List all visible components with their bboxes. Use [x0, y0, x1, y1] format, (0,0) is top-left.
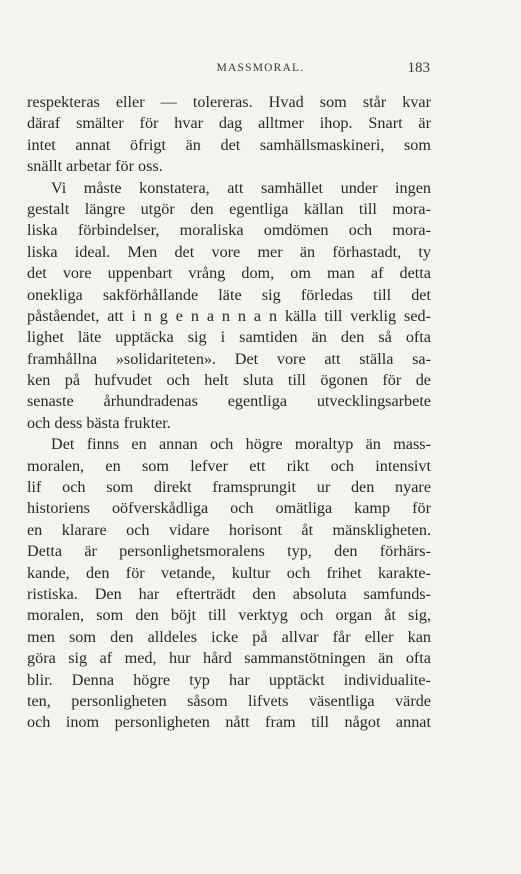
text-line: göra sig af med, hur hård sammanstötningen än ofta: [27, 649, 431, 668]
text-line: och inom personligheten nått fram till något annat: [27, 713, 431, 732]
text-line: liska förbindelser, moraliska omdömen och mora-: [27, 221, 431, 240]
text-line: senaste århundradenas egentliga utvecklingsarbete: [27, 392, 431, 411]
text-line: moralen, en som lefver ett rikt och intensivt: [27, 456, 431, 475]
text-line: moralen, som den böjt till verktyg och organ åt sig,: [27, 606, 431, 625]
text-line: lighet läte upptäcka sig i samtiden än den så ofta: [27, 328, 431, 347]
text-line: däraf smälter för hvar dag alltmer ihop. Snart är: [27, 114, 431, 133]
text-line: en klarare och vidare horisont åt mänskligheten.: [27, 520, 431, 539]
text-line: snällt arbetar för oss.: [27, 157, 163, 176]
text-line: lif och som direkt framsprungit ur den nyare: [27, 478, 431, 497]
text-line: ten, personligheten såsom lifvets väsentliga värde: [27, 691, 431, 710]
text-line: historiens oöfverskådliga och omätliga kamp för: [27, 499, 431, 518]
text-line: intet annat öfrigt än det samhällsmaskineri, som: [27, 135, 431, 154]
running-title: MASSMORAL.: [216, 62, 305, 74]
text-line: och dess bästa frukter.: [27, 413, 171, 432]
text-line: Vi måste konstatera, att samhället under ingen: [51, 178, 431, 197]
text-line: liska ideal. Men det vore mer än förhastadt, ty: [27, 242, 431, 261]
text-line: Detta är personlighetsmoralens typ, den förhärs-: [27, 542, 431, 561]
text-line: ken på hufvudet och helt sluta till ögonen för de: [27, 371, 431, 390]
text-line: Det finns en annan och högre moraltyp än mass-: [51, 435, 431, 454]
page-number: 183: [407, 60, 430, 76]
text-line: kande, den för vetande, kultur och frihet karakte-: [27, 563, 431, 582]
text-line: påståendet, att i n g e n a n n a n källa till verklig sed-: [27, 306, 431, 325]
text-line: respekteras eller — tolereras. Hvad som står kvar: [27, 93, 431, 111]
text-line: det vore uppenbart vrång dom, om man af detta: [27, 264, 431, 283]
text-line: gestalt längre utgör den egentliga källan till mora-: [27, 199, 431, 218]
text-line: ristiska. Den har efterträdt den absoluta samfunds-: [27, 584, 431, 603]
text-line: men som den alldeles icke på allvar får eller kan: [27, 627, 431, 646]
page-header: [0, 62, 521, 82]
text-line: onekliga sakförhållande läte sig förledas till det: [27, 285, 431, 304]
text-line: framhållna »solidariteten». Det vore att ställa sa-: [27, 349, 431, 368]
text-line: blir. Denna högre typ har upptäckt individualite-: [27, 670, 431, 689]
body-text: [27, 92, 431, 734]
